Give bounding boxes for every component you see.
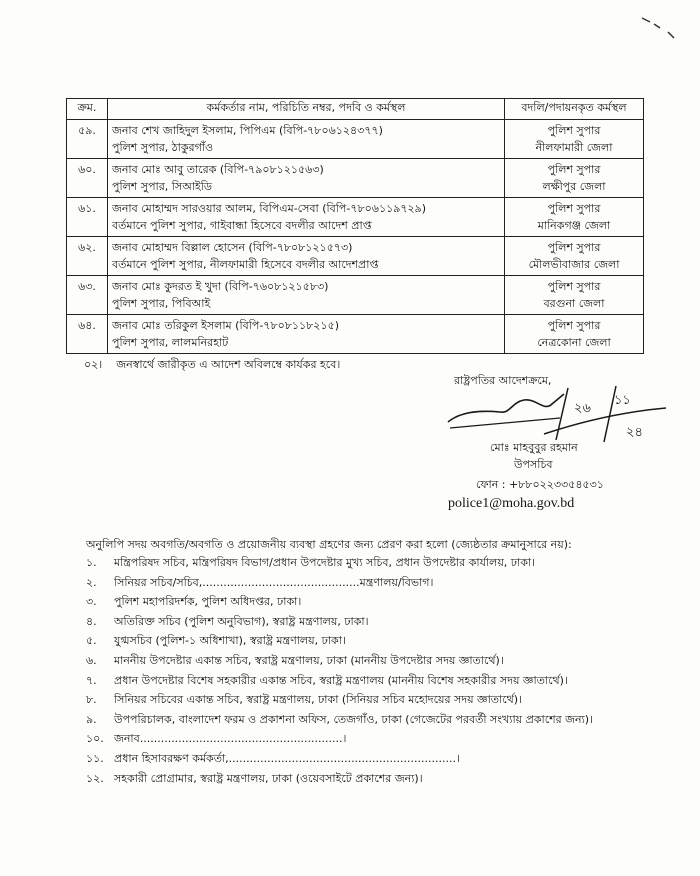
person-name-line: জনাব মোহাম্মদ সারওয়ার আলম, বিপিএম-সেবা (বিপি-৭৮০৬১১৯৭২৯) <box>112 202 427 215</box>
list-item <box>86 749 593 769</box>
row-destination <box>505 276 644 315</box>
row-serial: ৬৪. <box>67 315 108 354</box>
list-item-number: ৫. <box>86 634 97 648</box>
signatory-phone: ফোন : +৮৮০২২৩৩৫৪৫৩১ <box>476 478 604 491</box>
person-post-line: পুলিশ সুপার, পিবিআই <box>112 297 211 310</box>
list-item-text: সিনিয়র সচিব/সচিব,.............................................মন্ত্রণালয়/বিভাগ। <box>114 575 434 589</box>
list-item <box>86 729 593 749</box>
list-item-text: সিনিয়র সচিবের একান্ত সচিব, স্বরাষ্ট্র মন্ত্রণালয়, ঢাকা (সিনিয়র সচিব মহোদয়ের সদয় জ্ঞাতার্থে)। <box>114 693 522 707</box>
copies-intro: অনুলিপি সদয় অবগতি/অবগতি ও প্রয়োজনীয় ব্যবস্থা গ্রহণের জন্য প্রেরণ করা হলো (জ্যেষ্ঠতার ক্রমানুসারে নয়): <box>86 538 572 551</box>
handwritten-signature <box>440 382 670 446</box>
person-name-line: জনাব মোঃ আবু তারেক (বিপি-৭৯০৮১২১৫৬৩) <box>112 163 324 176</box>
row-person <box>108 120 505 159</box>
person-post-line: বর্তমানে পুলিশ সুপার, গাইবান্ধা হিসেবে বদলীর আদেশ প্রাপ্ত <box>112 219 372 232</box>
dest-post: পুলিশ সুপার <box>547 163 601 176</box>
order-note-text: জনস্বার্থে জারীকৃত এ আদেশ অবিলম্বে কার্যকর হবে। <box>116 358 341 371</box>
dest-district: মানিকগঞ্জ জেলা <box>537 219 611 232</box>
row-destination <box>505 120 644 159</box>
table-row <box>67 159 644 198</box>
sig-date-year: ২৪ <box>626 425 643 440</box>
list-item <box>86 690 593 710</box>
row-serial: ৬০. <box>67 159 108 198</box>
dest-post: পুলিশ সুপার <box>547 319 601 332</box>
table-row <box>67 276 644 315</box>
list-item <box>86 553 593 573</box>
list-item-text: যুগ্মসচিব (পুলিশ-১ অধিশাখা), স্বরাষ্ট্র মন্ত্রণালয়, ঢাকা। <box>114 634 346 648</box>
table-row <box>67 120 644 159</box>
list-item-text: পুলিশ মহাপরিদর্শক, পুলিশ অধিদপ্তর, ঢাকা। <box>114 595 302 609</box>
by-order-of-president: রাষ্ট্রপতির আদেশক্রমে, <box>454 374 552 387</box>
table-row <box>67 237 644 276</box>
header-destination: বদলি/পদায়নকৃত কর্মস্থল <box>505 99 644 120</box>
list-item-number: ১২. <box>86 771 104 785</box>
list-item-number: ৭. <box>86 673 97 687</box>
row-person <box>108 198 505 237</box>
signatory-designation: উপসচিব <box>514 458 553 471</box>
row-person <box>108 315 505 354</box>
list-item-number: ১. <box>86 556 97 569</box>
list-item <box>86 612 593 632</box>
list-item <box>86 631 593 651</box>
list-item-text: প্রধান উপদেষ্টার বিশেষ সহকারীর একান্ত সচিব, স্বরাষ্ট্র মন্ত্রণালয় (মাননীয় বিশেষ সহকারীর সদয় জ্ঞাতার্থে)। <box>114 673 568 687</box>
list-item-number: ৬. <box>86 653 97 667</box>
dest-post: পুলিশ সুপার <box>547 124 601 137</box>
person-post-line: পুলিশ সুপার, সিআইডি <box>112 180 212 193</box>
row-serial: ৬৩. <box>67 276 108 315</box>
row-destination <box>505 159 644 198</box>
order-note <box>84 356 340 375</box>
list-item-number: ১০. <box>86 732 104 746</box>
dest-post: পুলিশ সুপার <box>547 241 601 254</box>
signatory-email: police1@moha.gov.bd <box>448 496 575 511</box>
list-item <box>86 710 593 730</box>
row-serial: ৬২. <box>67 237 108 276</box>
list-item-text: মন্ত্রিপরিষদ সচিব, মন্ত্রিপরিষদ বিভাগ/প্রধান উপদেষ্টার মুখ্য সচিব, প্রধান উপদেষ্টার কার্যালয়, ঢাকা। <box>114 556 536 569</box>
list-item <box>86 769 593 789</box>
row-person <box>108 159 505 198</box>
person-name-line: জনাব মোঃ কুদরত ই খুদা (বিপি-৭৬০৮১২১৫৮৩) <box>112 280 329 293</box>
row-serial: ৫৯. <box>67 120 108 159</box>
list-item-text: উপপরিচালক, বাংলাদেশ ফরম ও প্রকাশনা অফিস, তেজগাঁও, ঢাকা (গেজেটের পরবর্তী সংখ্যায় প্রকাশের জন্য)। <box>114 712 594 726</box>
table-row <box>67 198 644 237</box>
list-item-number: ৩. <box>86 595 97 609</box>
dest-post: পুলিশ সুপার <box>547 202 601 215</box>
list-item-text: মাননীয় উপদেষ্টার একান্ত সচিব, স্বরাষ্ট্র মন্ত্রণালয়, ঢাকা (মাননীয় উপদেষ্টার সদয় জ্ঞাতার্থে)। <box>114 653 504 667</box>
list-item-number: ২. <box>86 575 97 589</box>
person-post-line: বর্তমানে পুলিশ সুপার, নীলফামারী হিসেবে বদলীর আদেশপ্রাপ্ত <box>112 258 379 271</box>
list-item-number: ৯. <box>86 712 97 726</box>
order-note-number: ০২। <box>84 358 103 371</box>
list-item-number: ১১. <box>86 751 104 765</box>
list-item-text: সহকারী প্রোগ্রামার, স্বরাষ্ট্র মন্ত্রণালয়, ঢাকা (ওয়েবসাইটে প্রকাশের জন্য)। <box>114 771 423 785</box>
row-serial: ৬১. <box>67 198 108 237</box>
list-item-text: প্রধান হিসাবরক্ষণ কর্মকর্তা,.................................................................। <box>114 751 460 765</box>
table-header-row <box>67 99 644 120</box>
sig-date-day: ২৬ <box>574 401 591 416</box>
person-name-line: জনাব মোহাম্মদ বিল্লাল হোসেন (বিপি-৭৮০৮১২১৫৭৩) <box>112 241 353 254</box>
list-item-number: ৪. <box>86 614 97 628</box>
person-post-line: পুলিশ সুপার, ঠাকুরগাঁও <box>112 141 214 154</box>
transfer-table <box>66 98 644 354</box>
list-item-text: অতিরিক্ত সচিব (পুলিশ অনুবিভাগ), স্বরাষ্ট্র মন্ত্রণালয়, ঢাকা। <box>114 614 369 628</box>
signatory-name: মোঃ মাহবুবুর রহমান <box>490 441 578 454</box>
list-item <box>86 592 593 612</box>
list-item-number: ৮. <box>86 693 97 707</box>
list-item <box>86 573 593 593</box>
row-destination <box>505 237 644 276</box>
dest-district: মৌলভীবাজার জেলা <box>528 258 620 271</box>
list-item-text: জনাব..........................................................। <box>114 732 347 746</box>
dest-post: পুলিশ সুপার <box>547 280 601 293</box>
row-destination <box>505 315 644 354</box>
dest-district: নেত্রকোনা জেলা <box>537 336 611 349</box>
list-item <box>86 651 593 671</box>
person-post-line: পুলিশ সুপার, লালমনিরহাট <box>112 336 229 349</box>
row-person <box>108 237 505 276</box>
list-item <box>86 671 593 691</box>
copies-list <box>86 553 593 788</box>
header-serial: ক্রম. <box>67 99 108 120</box>
corner-scratch-mark <box>638 12 678 42</box>
row-destination <box>505 198 644 237</box>
row-person <box>108 276 505 315</box>
dest-district: নীলফামারী জেলা <box>535 141 613 154</box>
dest-district: লক্ষীপুর জেলা <box>542 180 606 193</box>
dest-district: বরগুনা জেলা <box>543 297 605 310</box>
sig-date-month: ১১ <box>614 393 631 408</box>
person-name-line: জনাব মোঃ তরিকুল ইসলাম (বিপি-৭৮০৮১১৮২১৫) <box>112 319 340 332</box>
header-person: কর্মকর্তার নাম, পরিচিতি নম্বর, পদবি ও কর্মস্থল <box>108 99 505 120</box>
person-name-line: জনাব শেখ জাহিদুল ইসলাম, পিপিএম (বিপি-৭৮০৬১২৪৩৭৭) <box>112 124 383 137</box>
table-row <box>67 315 644 354</box>
